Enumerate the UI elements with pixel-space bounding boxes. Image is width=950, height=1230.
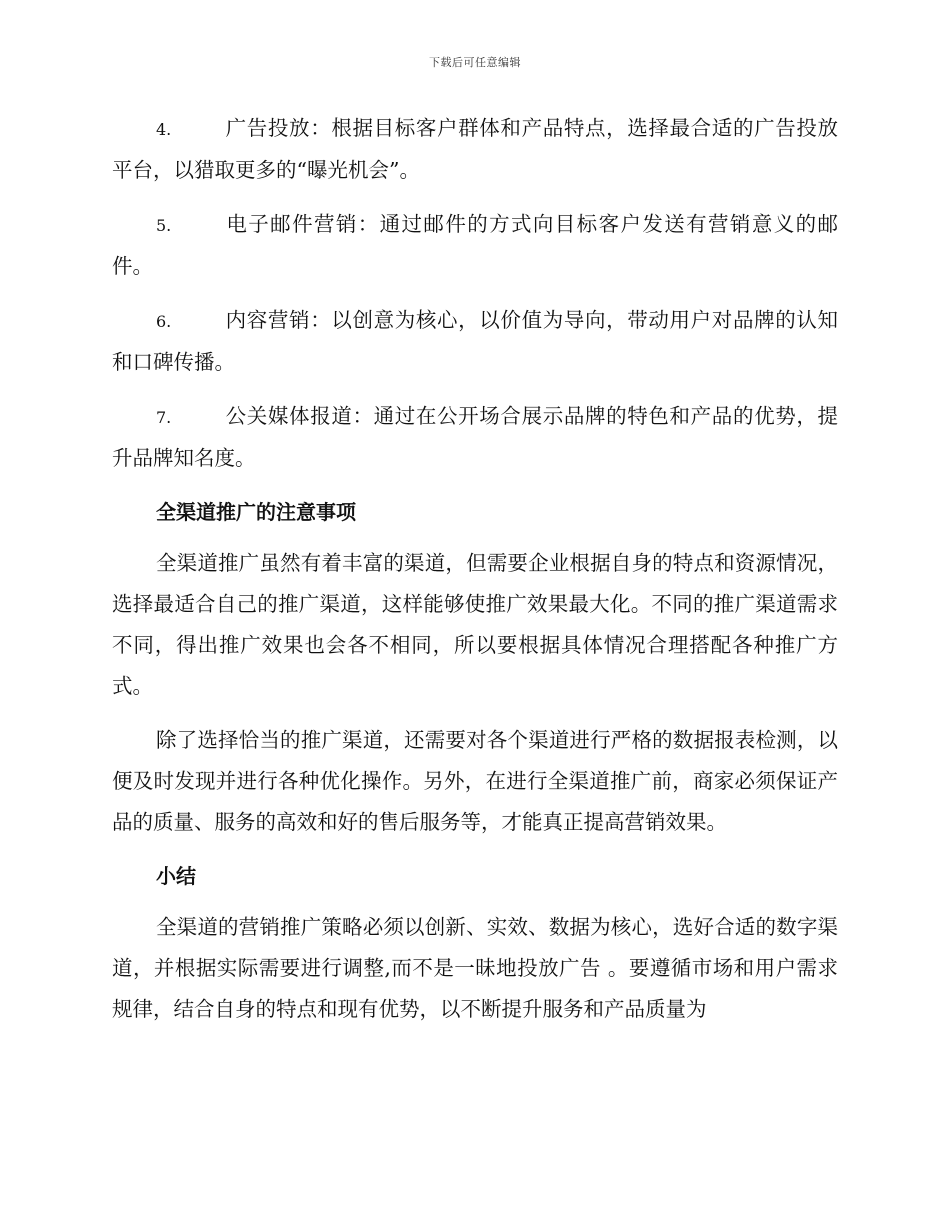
section-heading-notes: 全渠道推广的注意事项 [156, 500, 356, 524]
document-body [112, 108, 838, 1043]
list-item-4 [112, 108, 838, 191]
list-text: 广告投放：根据目标客户群体和产品特点，选择最合适的广告投放平台，以猎取更多的“曝光机会”。 [112, 116, 838, 182]
paragraph: 除了选择恰当的推广渠道，还需要对各个渠道进行严格的数据报表检测，以便及时发现并进行各种优化操作。另外，在进行全渠道推广前，商家必须保证产品的质量、服务的高效和好的售后服务等，才能真正提高营销效果。 [112, 728, 838, 834]
list-number: 5. [156, 216, 172, 235]
list-number: 4. [156, 120, 172, 139]
paragraph: 全渠道的营销推广策略必须以创新、实效、数据为核心，选好合适的数字渠道，并根据实际需要进行调整,而不是一昧地投放广告 。要遵循市场和用户需求规律，结合自身的特点和现有优势，以不断提升服务和产品质量为 [112, 915, 838, 1021]
header-note: 下载后可任意编辑 [429, 56, 521, 69]
list-item-7 [112, 396, 838, 479]
list-text: 内容营销：以创意为核心，以价值为导向，带动用户对品牌的认知和口碑传播。 [112, 308, 838, 374]
list-number: 7. [156, 408, 172, 427]
list-text: 电子邮件营销：通过邮件的方式向目标客户发送有营销意义的邮件。 [112, 212, 838, 278]
list-item-6 [112, 300, 838, 383]
section-heading-summary: 小结 [156, 864, 196, 888]
list-item-5 [112, 204, 838, 287]
list-number: 6. [156, 312, 172, 331]
paragraph: 全渠道推广虽然有着丰富的渠道，但需要企业根据自身的特点和资源情况，选择最适合自己的推广渠道，这样能够使推广效果最大化。不同的推广渠道需求不同，得出推广效果也会各不相同，所以要根据具体情况合理搭配各种推广方式。 [112, 551, 838, 698]
list-text: 公关媒体报道：通过在公开场合展示品牌的特色和产品的优势，提升品牌知名度。 [112, 404, 838, 470]
